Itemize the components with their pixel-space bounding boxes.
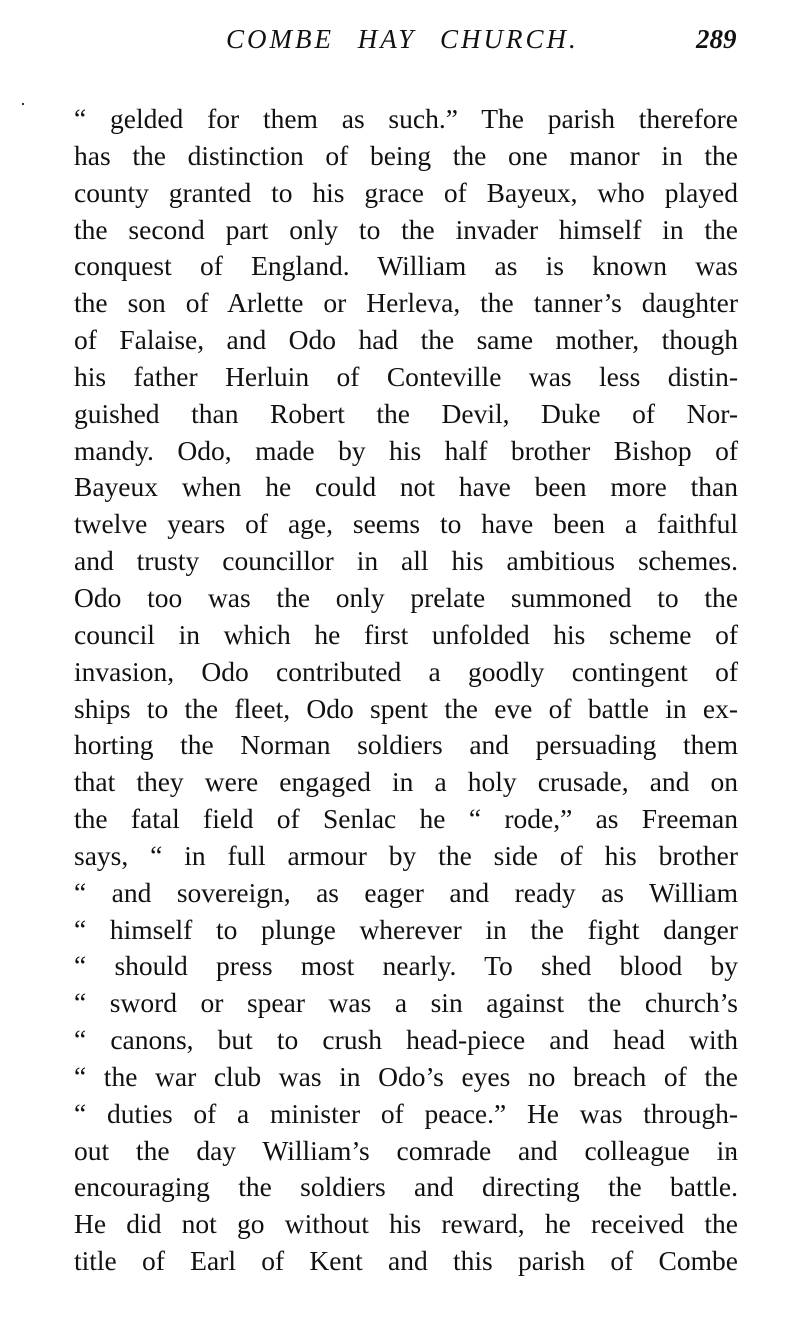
text-line: his father Herluin of Conteville was less distin- [74, 360, 738, 392]
text-line: county granted to his grace of Bayeux, who played [74, 176, 738, 208]
text-line: “ should press most nearly. To shed blood by [74, 950, 738, 982]
text-line: horting the Norman soldiers and persuading them [74, 729, 738, 761]
text-line: says, “ in full armour by the side of his brother [74, 839, 738, 871]
text-line: and trusty councillor in all his ambitious schemes. [74, 545, 738, 577]
text-line: council in which he first unfolded his scheme of [74, 618, 738, 650]
text-line: ships to the fleet, Odo spent the eve of battle in ex- [74, 692, 738, 724]
text-line: the second part only to the invader himself in the [74, 213, 738, 245]
text-line: twelve years of age, seems to have been a faithful [74, 508, 738, 540]
text-line: “ sword or spear was a sin against the church’s [74, 987, 738, 1019]
text-line: “ duties of a minister of peace.” He was through- [74, 1097, 738, 1129]
text-line: the son of Arlette or Herleva, the tanner’s daughter [74, 287, 738, 319]
text-line: encouraging the soldiers and directing the battle. [74, 1171, 738, 1203]
running-title: COMBE HAY CHURCH. [226, 24, 579, 54]
text-line: Odo too was the only prelate summoned to the [74, 581, 738, 613]
text-line: invasion, Odo contributed a goodly contingent of [74, 655, 738, 687]
text-line: conquest of England. William as is known was [74, 250, 738, 282]
text-line: guished than Robert the Devil, Duke of Nor- [74, 397, 738, 429]
text-line: out the day William’s comrade and colleague in [74, 1134, 738, 1166]
text-line: “ and sovereign, as eager and ready as William [74, 876, 738, 908]
text-line: mandy. Odo, made by his half brother Bishop of [74, 434, 738, 466]
text-line: Bayeux when he could not have been more than [74, 471, 738, 503]
text-line: the fatal field of Senlac he “ rode,” as Freeman [74, 803, 738, 835]
text-line: “ the war club was in Odo’s eyes no breach of the [74, 1060, 738, 1092]
text-line: He did not go without his reward, he received the [74, 1208, 738, 1240]
text-line: title of Earl of Kent and this parish of Combe [74, 1245, 738, 1277]
text-line: that they were engaged in a holy crusade, and on [74, 766, 738, 798]
page-number: 289 [696, 24, 737, 54]
text-line: “ canons, but to crush head-piece and head with [74, 1024, 738, 1056]
text-line: “ himself to plunge wherever in the fight danger [74, 913, 738, 945]
text-line: has the distinction of being the one manor in the [74, 139, 738, 171]
scan-speck [22, 103, 24, 105]
body-text [74, 101, 738, 1280]
text-line: “ gelded for them as such.” The parish therefore [74, 103, 738, 134]
page-header [0, 24, 800, 64]
text-line: of Falaise, and Odo had the same mother, though [74, 324, 738, 356]
